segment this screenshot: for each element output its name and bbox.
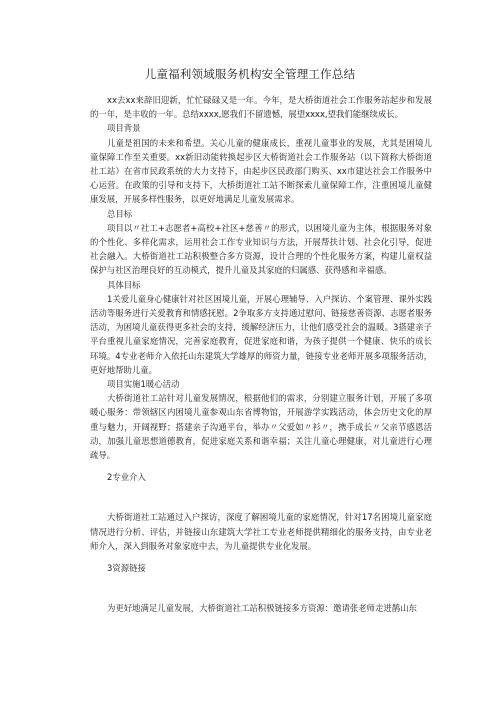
section-heading-implementation: 项目实施1暖心活动 xyxy=(107,379,180,390)
specific-goals-paragraph: 1关爱儿童身心健康针对社区困境儿童，开展心理辅导、入户探访、个案管理、课外实践活动等服务进行关爱教育和情感抚慰。2争取多方支持通过慰问、链接慈善资源、志愿者服务活动，为困境儿童获得更多社会的支持，缓解经济压力，让他们感受社会的温暖。3搭建亲子平台重视儿童家庭情况，完善家庭教育，促进家庭和谐，为孩子提供一个健康、快乐的成长环境。4专业老师介入依托山东建筑大学雄厚的师资力量，链接专业老师开展多项服务活动，更好地帮助儿童。 xyxy=(90,293,432,375)
resource-linking-paragraph: 为更好地满足儿童发展，大桥街道社工站积极链接多方资源：邀请张老师走进鹊山东 xyxy=(107,603,417,614)
background-paragraph: 儿童是祖国的未来和希望。关心儿童的健康成长，重视儿童事业的发展，尤其是困境儿童保障工作至关重要。xx新旧动能转换起步区大桥街道社会工作服务站（以下简称大桥街道社工站）在省市民政系统的大力支持下，由起步区民政部门购买、xx市建达社会工作服务中心运营。在政策的引导和支持下，大桥街道社工站不断探索儿童保障工作，注重困境儿童健康发展，开展多样性服务，以更好地满足儿童发展需求。 xyxy=(90,137,432,205)
document-title: 儿童福利领域服务机构安全管理工作总结 xyxy=(144,67,356,81)
document-body xyxy=(90,93,432,616)
overall-goal-paragraph: 项目以〃社工+志愿者+高校+社区+慈善〃的形式，以困境儿童为主体，根据服务对象的个性化、多样化需求，运用社会工作专业知识与方法，开展帮扶计划、社会化引导，促进社会融入。大桥街道社工站积极整合多方资源，设计合理的个性化服务方案，构建儿童权益保护与社区治理良好的互动模式，提升儿童及其家庭的归属感、获得感和幸福感。 xyxy=(90,222,432,276)
section-heading-resource-linking: 3资源链接 xyxy=(107,563,146,574)
section-heading-background: 项目背景 xyxy=(107,123,141,134)
professional-intervention-paragraph: 大桥街道社工站通过入户探访，深度了解困境儿童的家庭情况，针对17名困境儿童家庭情况进行分析、评估，并链接山东建筑大学社工专业老师提供精细化的服务支持，由专业老师介入，深入到服务对象家庭中去，为儿童提供专业化发展。 xyxy=(90,512,432,551)
section-heading-professional-intervention: 2专业介入 xyxy=(107,472,146,483)
section-heading-specific-goals: 具体目标 xyxy=(107,279,141,290)
section-heading-overall-goal: 总目标 xyxy=(107,208,133,219)
warm-activities-paragraph: 大桥街道社工站针对儿童发展情况，根据他们的需求，分别建立服务计划，开展了多项暖心服务：带领辖区内困境儿童参观山东省博物馆，开展游学实践活动，体会历史文化的厚重与魅力，开阔视野；搭建亲子沟通平台，举办〃父爱如〃衫〃，携手成长〃父亲节感恩活动，加强儿童思想道德教育，促进家庭关系和谐幸福；关注儿童心理健康，对儿童进行心理疏导。 xyxy=(90,393,432,461)
intro-paragraph: xx去xx来辞旧迎新，忙忙碌碌又是一年。今年，是大桥街道社会工作服务站起步和发展的一年，是丰收的一年。总结xxxx,愿我们不留遗憾，展望xxxx,望我们能继续成长。 xyxy=(90,95,432,120)
